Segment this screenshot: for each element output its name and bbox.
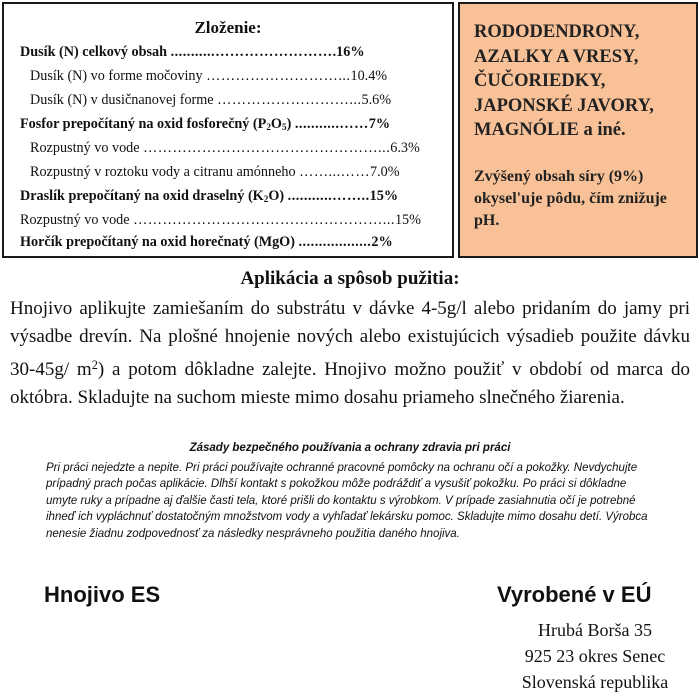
safety-line: nenesie žiadnu zodpovednosť za následky nesprávneho použitia daného hnojiva. — [46, 527, 460, 540]
row-label-part: O) — [268, 188, 288, 204]
row-subscript: 2 — [266, 122, 271, 132]
row-value: 7.0% — [370, 164, 400, 180]
composition-title: Zloženie: — [194, 18, 262, 37]
composition-row — [30, 92, 391, 109]
composition-row — [20, 116, 390, 133]
row-dots: ………………………... — [206, 68, 351, 84]
address-line: Slovenská republika — [521, 672, 669, 692]
row-dots: ...........…….. — [287, 188, 370, 204]
row-value: 6.3% — [390, 140, 420, 156]
row-label: Horčík prepočítaný na oxid horečnatý (MgO) — [20, 234, 299, 250]
row-dots: ………………………... — [217, 92, 362, 108]
application-text: Hnojivo aplikujte zamiešaním do substrátu v dávke 4-5g/l alebo pridaním do jamy pri výsadbe drevín. Na plošné hnojenie nových alebo existujúcich výsadieb použite dávku 30-45g/ m — [10, 298, 690, 380]
row-dots: ……...…… — [299, 164, 371, 180]
row-dots: ……………………………………………... — [133, 212, 395, 228]
row-label: Rozpustný vo vode — [20, 212, 134, 228]
crop-line: AZALKY A VRESY, — [474, 46, 639, 67]
crops-box — [458, 2, 698, 258]
row-value: 15% — [369, 188, 398, 204]
row-subscript: 5 — [281, 122, 287, 132]
row-value: 7% — [368, 116, 391, 132]
composition-row — [20, 188, 398, 205]
composition-row — [30, 68, 387, 85]
composition-row — [30, 164, 400, 181]
made-in-label: Vyrobené v EÚ — [497, 582, 652, 607]
row-value: .16% — [332, 44, 365, 60]
address-line: 925 23 okres Senec — [524, 646, 666, 666]
row-value: 15% — [394, 212, 421, 228]
crops-list — [474, 20, 694, 143]
row-label: Dusík (N) vo forme močoviny — [30, 68, 207, 84]
row-subscript: 2 — [263, 194, 269, 204]
row-label: Draslík prepočítaný na oxid draselný (K — [20, 188, 264, 204]
row-label-part: ) — [286, 116, 295, 132]
row-dots: ...........…………………… — [170, 44, 333, 60]
safety-line: ihneď ich vypláchnuť dostatočným množstvom vody a vyhľadať lekársku pomoc. Skladujte mimo dosahu detí. Výrobca — [46, 511, 648, 524]
row-value: 2% — [371, 234, 393, 250]
row-dots: .................. — [298, 234, 372, 250]
composition-row — [20, 234, 393, 251]
row-value: 10.4% — [350, 68, 388, 84]
application-title: Aplikácia a spôsob pužitia: — [240, 268, 460, 289]
row-label: Dusík (N) celkový obsah — [20, 44, 171, 60]
row-label: Rozpustný vo vode — [30, 140, 144, 156]
composition-box — [2, 2, 454, 258]
row-value: 5.6% — [361, 92, 392, 108]
application-text: ) a potom dôkladne zalejte. Hnojivo možno použiť v období od marca do októbra. Skladujte na suchom mieste mimo dosahu priameho slnečného žiarenia. — [10, 359, 690, 408]
fertilizer-type: Hnojivo ES — [44, 582, 161, 607]
safety-line: prípadný prach počas aplikácie. Dlhší kontakt s pokožkou môže podráždiť a vysušiť pokožku. Po práci si dôkladne — [46, 478, 627, 491]
row-dots: ...........…… — [294, 116, 369, 132]
safety-line: umyte ruky a prípadne aj ďalšie časti tela, ktoré prišli do kontaktu s výrobkom. V prípade zasiahnutia očí je potrebné — [46, 494, 636, 507]
safety-body — [46, 460, 658, 542]
composition-row — [30, 140, 420, 157]
crop-line: ČUČORIEDKY, — [474, 71, 606, 91]
row-label: Fosfor prepočítaný na oxid fosforečný (P — [20, 116, 267, 132]
row-dots: …………………………………………... — [143, 140, 391, 156]
crop-line: JAPONSKÉ JAVORY, — [474, 95, 654, 116]
safety-title: Zásady bezpečného používania a ochrany zdravia pri práci — [189, 442, 511, 454]
row-label-part: O — [270, 116, 282, 132]
composition-row — [20, 212, 421, 229]
application-body — [10, 295, 690, 412]
address-line: Hrubá Borša 35 — [538, 620, 652, 640]
row-label: Rozpustný v roztoku vody a citranu amónneho — [30, 164, 300, 180]
row-label: Dusík (N) v dusičnanovej forme — [30, 92, 218, 108]
superscript: 2 — [91, 358, 98, 372]
composition-row — [20, 44, 365, 61]
crop-line: RODODENDRONY, — [474, 22, 640, 42]
sulfur-note: Zvýšený obsah síry (9%) okysel'uje pôdu, čím znižuje pH. — [474, 168, 667, 229]
crop-line: MAGNÓLIE a iné. — [474, 120, 626, 140]
safety-line: Pri práci nejedzte a nepite. Pri práci používajte ochranné pracovné pomôcky na ochranu očí a pokožky. Nevdychujte — [46, 462, 638, 474]
